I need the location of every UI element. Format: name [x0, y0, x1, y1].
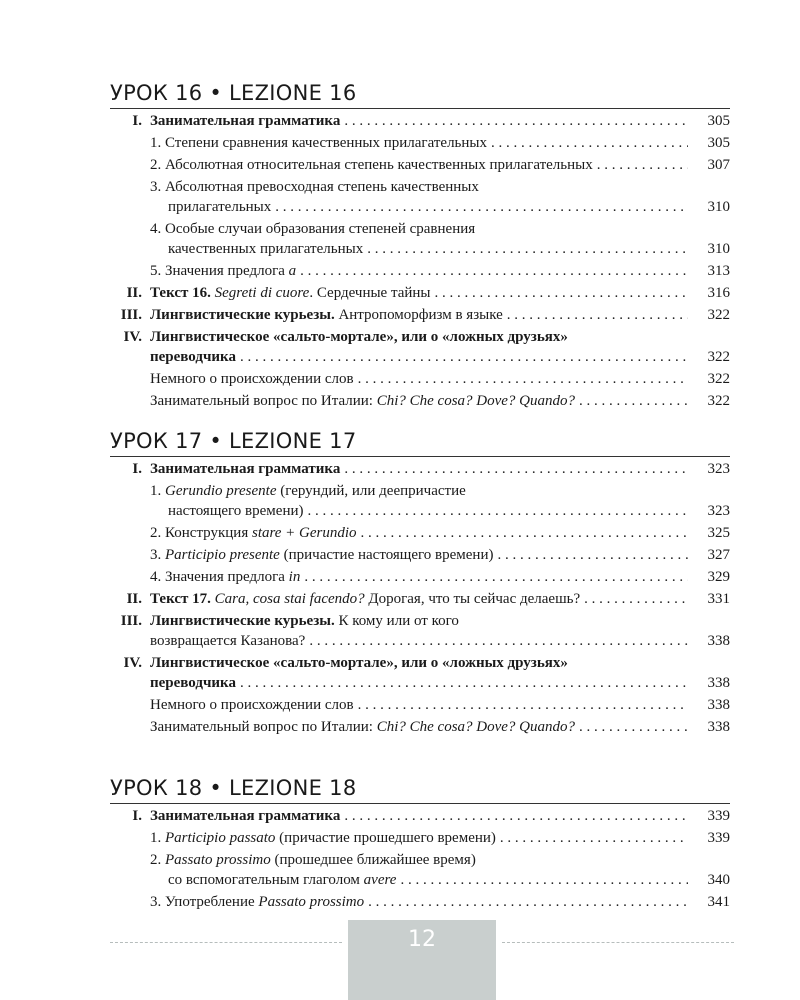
entry-body: [150, 695, 730, 715]
dot-leader: [308, 501, 689, 521]
entry-text-part: 1. Степени сравнения качественных прилагательных: [150, 135, 488, 151]
entry-text-part: Антропоморфизм в языке: [334, 307, 503, 323]
entry-text-part: Дорогая, что ты сейчас делаешь?: [364, 591, 581, 607]
entry-body: [150, 806, 730, 826]
entry-body: [150, 283, 730, 303]
dot-leader: [240, 347, 688, 367]
section-numeral: I.: [132, 808, 142, 824]
entry-text: [150, 459, 340, 479]
entry-leader-line: [150, 717, 692, 737]
entry-text: [150, 567, 300, 587]
entry-text: [168, 870, 396, 890]
entry-text-part: Лингвистические курьезы.: [150, 307, 335, 323]
entry-leader-line: [150, 806, 692, 826]
entry-text: [150, 695, 354, 715]
dot-leader: [368, 892, 688, 912]
toc-entry[interactable]: [110, 111, 730, 131]
entry-body: [150, 567, 730, 587]
entry-text: [150, 305, 503, 325]
section-numeral: IV.: [123, 655, 142, 671]
entry-text-part: stare + Gerundio: [251, 525, 357, 541]
page-footer: [0, 920, 800, 1000]
page-ref: 325: [707, 525, 730, 541]
entry-text-part: Chi? Che cosa? Dove? Quando?: [376, 719, 576, 735]
entry-leader-line: [150, 523, 692, 543]
section-numeral: III.: [120, 613, 142, 629]
toc-entry[interactable]: [110, 283, 730, 303]
entry-text: [150, 283, 431, 303]
page-ref: 338: [707, 697, 730, 713]
entry-body: [150, 850, 730, 890]
page-ref: 323: [707, 461, 730, 477]
dot-leader: [491, 133, 688, 153]
toc-entry[interactable]: [110, 481, 730, 521]
entry-leader-line: [150, 545, 692, 565]
entry-text-part: . Сердечные тайны: [309, 285, 431, 301]
entry-text-part: 3.: [150, 547, 165, 563]
entry-text-part: 2.: [150, 852, 165, 868]
entry-first-line: 4. Особые случаи образования степеней сравнения: [150, 221, 476, 237]
lesson-title: УРОК 16 • LEZIONE 16: [110, 81, 357, 105]
entry-text-part: 2. Конструкция: [150, 525, 252, 541]
page-ref: 310: [707, 199, 730, 215]
section-numeral: II.: [126, 285, 142, 301]
entry-first-line: [150, 481, 692, 501]
entry-text: [150, 828, 496, 848]
entry-body: [150, 481, 730, 521]
entry-text-part: (герундий, или деепричастие: [276, 483, 466, 499]
entry-text: [150, 673, 236, 693]
entry-text-part: avere: [363, 872, 397, 888]
lesson-title: УРОК 18 • LEZIONE 18: [110, 776, 357, 800]
title-rule: [110, 803, 730, 804]
dot-leader: [500, 828, 688, 848]
entry-text: [168, 501, 304, 521]
toc-entry[interactable]: [110, 327, 730, 367]
page-ref: 305: [707, 113, 730, 129]
footer-rule-left: [110, 942, 342, 943]
entry-body: [150, 133, 730, 153]
dot-leader: [344, 111, 688, 131]
dot-leader: [507, 305, 688, 325]
entry-first-line: [150, 850, 692, 870]
entry-text-part: Немного о происхождении слов: [150, 371, 354, 387]
toc-entry[interactable]: [110, 369, 730, 389]
entry-text-part: (причастие настоящего времени): [279, 547, 494, 563]
entry-text-part: Segreti di cuore: [214, 285, 310, 301]
page-ref: 339: [707, 830, 730, 846]
entry-text-part: 5. Значения предлога: [150, 263, 289, 279]
toc-entry[interactable]: [110, 567, 730, 587]
entry-body: [150, 155, 730, 175]
entry-text: [168, 197, 271, 217]
entry-body: [150, 305, 730, 325]
dot-leader: [579, 391, 688, 411]
entry-text: [150, 892, 364, 912]
entry-text-part: переводчика: [150, 349, 236, 365]
entry-text-part: Gerundio presente: [165, 483, 277, 499]
entry-text-part: 4. Значения предлога: [150, 569, 289, 585]
entry-leader-line: [150, 501, 692, 521]
dot-leader: [240, 673, 688, 693]
entry-body: [150, 177, 730, 217]
toc-entry[interactable]: [110, 589, 730, 609]
page-ref: 305: [707, 135, 730, 151]
entry-text: [150, 523, 357, 543]
page-ref: 338: [707, 719, 730, 735]
entry-body: [150, 653, 730, 693]
page-ref: 338: [707, 633, 730, 649]
toc-entry[interactable]: [110, 653, 730, 693]
entry-text: [150, 133, 487, 153]
toc-entry[interactable]: [110, 850, 730, 890]
entry-text-part: 1.: [150, 830, 165, 846]
toc-entry[interactable]: [110, 828, 730, 848]
toc-entry[interactable]: [110, 391, 730, 411]
toc-entry[interactable]: [110, 545, 730, 565]
dot-leader: [367, 239, 688, 259]
entry-text-part: Занимательная грамматика: [150, 808, 341, 824]
entry-text-part: a: [288, 263, 297, 279]
toc-entry[interactable]: [110, 717, 730, 737]
dot-leader: [358, 369, 688, 389]
dot-leader: [400, 870, 688, 890]
dot-leader: [579, 717, 688, 737]
entry-first-line: 3. Абсолютная превосходная степень качественных: [150, 179, 479, 195]
entry-text-part: Passato prossimo: [258, 894, 365, 910]
entry-leader-line: [150, 892, 692, 912]
entry-text: [150, 545, 493, 565]
dot-leader: [361, 523, 688, 543]
entry-body: [150, 611, 730, 651]
entry-leader-line: [150, 870, 692, 890]
entry-body: [150, 523, 730, 543]
entry-leader-line: [150, 111, 692, 131]
entry-text-part: возвращается Казанова?: [150, 633, 306, 649]
entry-leader-line: [150, 369, 692, 389]
dot-leader: [275, 197, 688, 217]
page-ref: 307: [707, 157, 730, 173]
page-ref: 313: [707, 263, 730, 279]
entry-text: [150, 347, 236, 367]
entry-text-part: Текст 17.: [150, 591, 215, 607]
section-numeral: III.: [120, 307, 142, 323]
entry-text-part: Participio presente: [165, 547, 280, 563]
toc-entry[interactable]: [110, 892, 730, 912]
entry-text-part: (причастие прошедшего времени): [275, 830, 496, 846]
page-ref: 339: [707, 808, 730, 824]
entry-text: [150, 111, 340, 131]
entry-text-part: Немного о происхождении слов: [150, 697, 354, 713]
page-ref: 316: [707, 285, 730, 301]
dot-leader: [309, 631, 688, 651]
entry-text-part: настоящего времени): [168, 503, 304, 519]
page-number: 12: [348, 920, 496, 1000]
entry-text-part: К кому или от кого: [334, 613, 459, 629]
entry-text: [150, 369, 354, 389]
entry-text: [150, 391, 575, 411]
entry-text-part: Занимательная грамматика: [150, 113, 341, 129]
dot-leader: [304, 567, 688, 587]
section-numeral: I.: [132, 461, 142, 477]
page-ref: 341: [707, 894, 730, 910]
entry-text-part: Passato prossimo: [165, 852, 271, 868]
entry-text: [150, 631, 305, 651]
dot-leader: [497, 545, 688, 565]
title-rule: [110, 456, 730, 457]
page-ref: 340: [707, 872, 730, 888]
toc-entry[interactable]: [110, 611, 730, 651]
entry-leader-line: [150, 391, 692, 411]
entry-first-line: Лингвистическое «сальто-мортале», или о «ложных друзьях»: [150, 329, 568, 345]
entry-body: [150, 589, 730, 609]
toc-entry[interactable]: [110, 695, 730, 715]
entry-text-part: in: [288, 569, 301, 585]
entry-text-part: Лингвистические курьезы.: [150, 613, 335, 629]
entry-first-line: [150, 611, 692, 631]
entry-text: [150, 806, 340, 826]
entry-body: [150, 391, 730, 411]
entry-leader-line: [150, 347, 692, 367]
entry-text-part: Текст 16.: [150, 285, 215, 301]
entry-body: [150, 545, 730, 565]
lesson-title: УРОК 17 • LEZIONE 17: [110, 429, 357, 453]
entry-leader-line: [150, 239, 692, 259]
section-numeral: IV.: [123, 329, 142, 345]
entry-leader-line: [150, 695, 692, 715]
dot-leader: [300, 261, 688, 281]
entry-body: [150, 327, 730, 367]
entry-leader-line: [150, 459, 692, 479]
page-ref: 323: [707, 503, 730, 519]
section-numeral: II.: [126, 591, 142, 607]
entry-body: [150, 892, 730, 912]
toc-entry[interactable]: [110, 459, 730, 479]
entry-text-part: переводчика: [150, 675, 236, 691]
entry-leader-line: [150, 155, 692, 175]
entry-text: [150, 589, 580, 609]
lesson-18: [110, 775, 730, 912]
entry-text-part: Занимательный вопрос по Италии:: [150, 719, 377, 735]
entry-text: [150, 155, 593, 175]
entry-body: [150, 219, 730, 259]
entry-leader-line: [150, 261, 692, 281]
page-ref: 329: [707, 569, 730, 585]
entry-text-part: (прошедшее ближайшее время): [270, 852, 476, 868]
dot-leader: [597, 155, 688, 175]
toc-entry[interactable]: [110, 155, 730, 175]
entry-text-part: Занимательный вопрос по Италии:: [150, 393, 377, 409]
page-ref: 327: [707, 547, 730, 563]
toc-entry[interactable]: [110, 219, 730, 259]
page-ref: 310: [707, 241, 730, 257]
dot-leader: [584, 589, 688, 609]
entry-body: [150, 828, 730, 848]
entry-leader-line: [150, 567, 692, 587]
entry-text: [168, 239, 363, 259]
entry-leader-line: [150, 631, 692, 651]
entry-text-part: 1.: [150, 483, 165, 499]
toc-entry[interactable]: [110, 806, 730, 826]
toc-entry[interactable]: [110, 305, 730, 325]
entry-first-line: Лингвистическое «сальто-мортале», или о «ложных друзьях»: [150, 655, 568, 671]
entry-text-part: 3. Употребление: [150, 894, 259, 910]
entry-leader-line: [150, 673, 692, 693]
entry-text-part: 2. Абсолютная относительная степень качественных прилагательных: [150, 157, 593, 173]
entry-text-part: Занимательная грамматика: [150, 461, 341, 477]
entry-leader-line: [150, 828, 692, 848]
entry-body: [150, 111, 730, 131]
dot-leader: [435, 283, 689, 303]
footer-rule-right: [502, 942, 734, 943]
entry-leader-line: [150, 283, 692, 303]
page-ref: 322: [707, 349, 730, 365]
entry-leader-line: [150, 589, 692, 609]
lesson-17: [110, 428, 730, 737]
entry-body: [150, 369, 730, 389]
page-ref: 322: [707, 371, 730, 387]
section-numeral: I.: [132, 113, 142, 129]
entry-text-part: качественных прилагательных: [168, 241, 364, 257]
entry-leader-line: [150, 305, 692, 325]
page-ref: 322: [707, 307, 730, 323]
entry-body: [150, 261, 730, 281]
entry-text-part: прилагательных: [168, 199, 272, 215]
entry-text-part: Cara, cosa stai facendo?: [214, 591, 365, 607]
entry-text: [150, 717, 575, 737]
toc-entry[interactable]: [110, 523, 730, 543]
lesson-16: [110, 80, 730, 411]
dot-leader: [358, 695, 688, 715]
title-rule: [110, 108, 730, 109]
entry-body: [150, 459, 730, 479]
entry-text-part: со вспомогательным глаголом: [168, 872, 364, 888]
page-ref: 331: [707, 591, 730, 607]
dot-leader: [344, 806, 688, 826]
entry-text-part: Participio passato: [165, 830, 276, 846]
entry-leader-line: [150, 197, 692, 217]
entry-text: [150, 261, 296, 281]
toc-entry[interactable]: [110, 261, 730, 281]
dot-leader: [344, 459, 688, 479]
entry-text-part: Chi? Che cosa? Dove? Quando?: [376, 393, 576, 409]
entry-body: [150, 717, 730, 737]
page-ref: 338: [707, 675, 730, 691]
entry-leader-line: [150, 133, 692, 153]
toc-entry[interactable]: [110, 133, 730, 153]
toc-entry[interactable]: [110, 177, 730, 217]
page-ref: 322: [707, 393, 730, 409]
